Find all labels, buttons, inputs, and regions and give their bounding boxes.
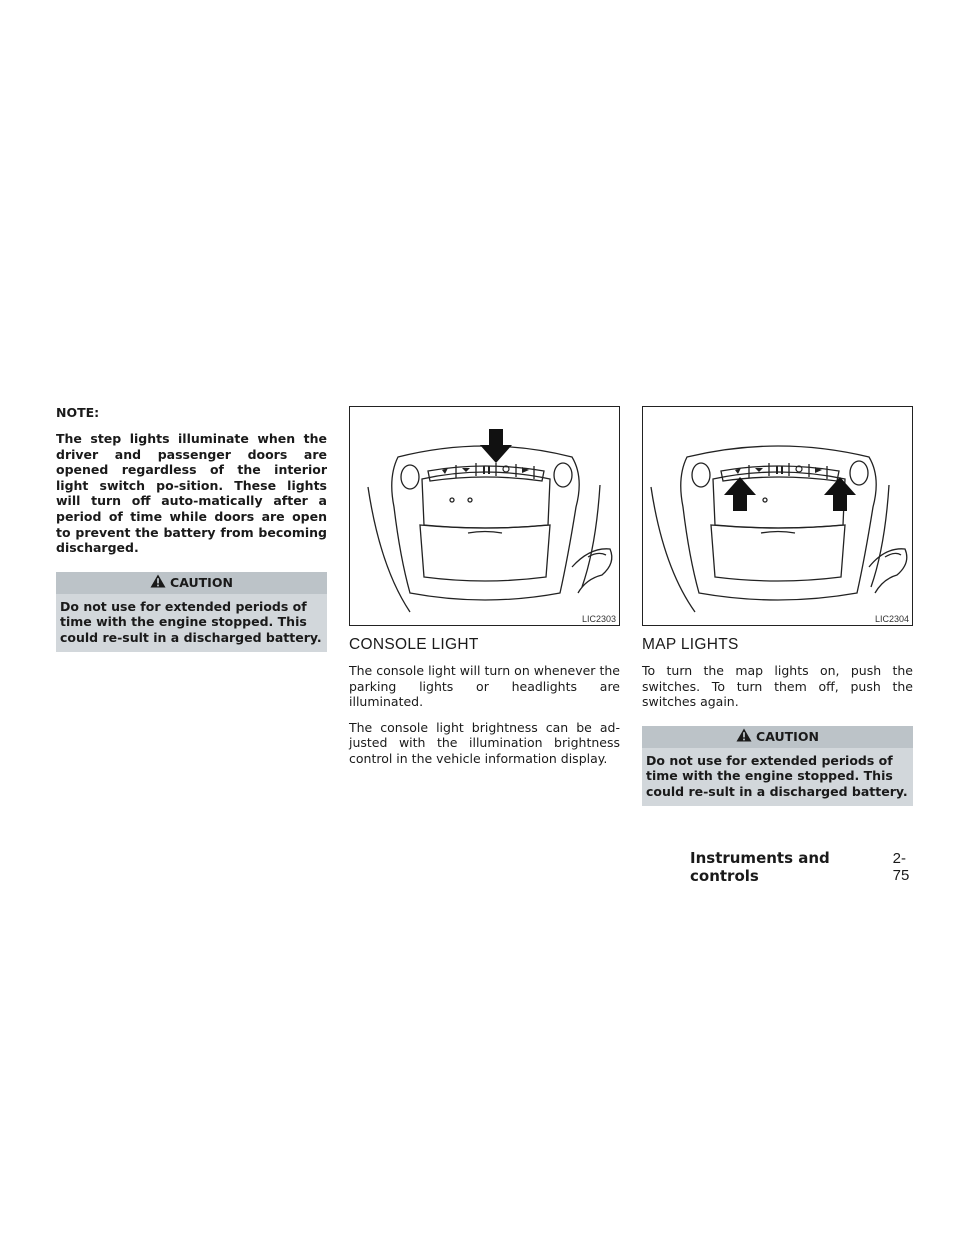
map-lights-title: MAP LIGHTS [642,636,739,653]
right-column [642,406,913,806]
page-footer [690,849,920,885]
overhead-console-illustration [350,407,620,626]
figure-code: LIC2303 [581,614,616,624]
caution-text: Do not use for extended periods of time with the engine stopped. This could re-sult in a discharged battery. [646,752,908,799]
footer-section-title: Instruments and controls [690,849,830,885]
figure-code: LIC2304 [874,614,909,624]
caution-box [56,572,327,652]
console-light-figure [349,406,620,626]
map-lights-figure [642,406,913,626]
note-label: NOTE: [56,405,100,420]
up-arrow-icon [824,477,856,511]
note-text: The step lights illuminate when the driver and passenger doors are opened regardless of the interior light switch po-sition. These lights will turn off auto-matically after a period of time while doors are open to prevent the battery from becoming discharged. [56,431,327,556]
caution-text: Do not use for extended periods of time with the engine stopped. This could re-sult in a discharged battery. [60,598,322,645]
console-light-paragraph-1: The console light will turn on whenever the parking lights or headlights are illuminated. [349,663,620,710]
warning-triangle-icon [150,573,166,592]
page-number: 2-75 [892,850,910,884]
warning-triangle-icon [736,727,752,746]
caution-header [56,572,327,594]
console-light-title: CONSOLE LIGHT [349,636,479,653]
caution-box [642,726,913,806]
up-arrow-icon [724,477,756,511]
overhead-console-illustration [643,407,913,626]
left-column [56,404,327,652]
middle-column [349,406,620,777]
caution-header [642,726,913,748]
map-lights-paragraph-1: To turn the map lights on, push the switches. To turn them off, push the switches again. [642,663,913,710]
down-arrow-icon [480,429,512,463]
caution-title: CAUTION [756,729,819,745]
console-light-paragraph-2: The console light brightness can be ad-justed with the illumination brightness control in the vehicle information display. [349,719,620,766]
caution-title: CAUTION [170,575,233,591]
